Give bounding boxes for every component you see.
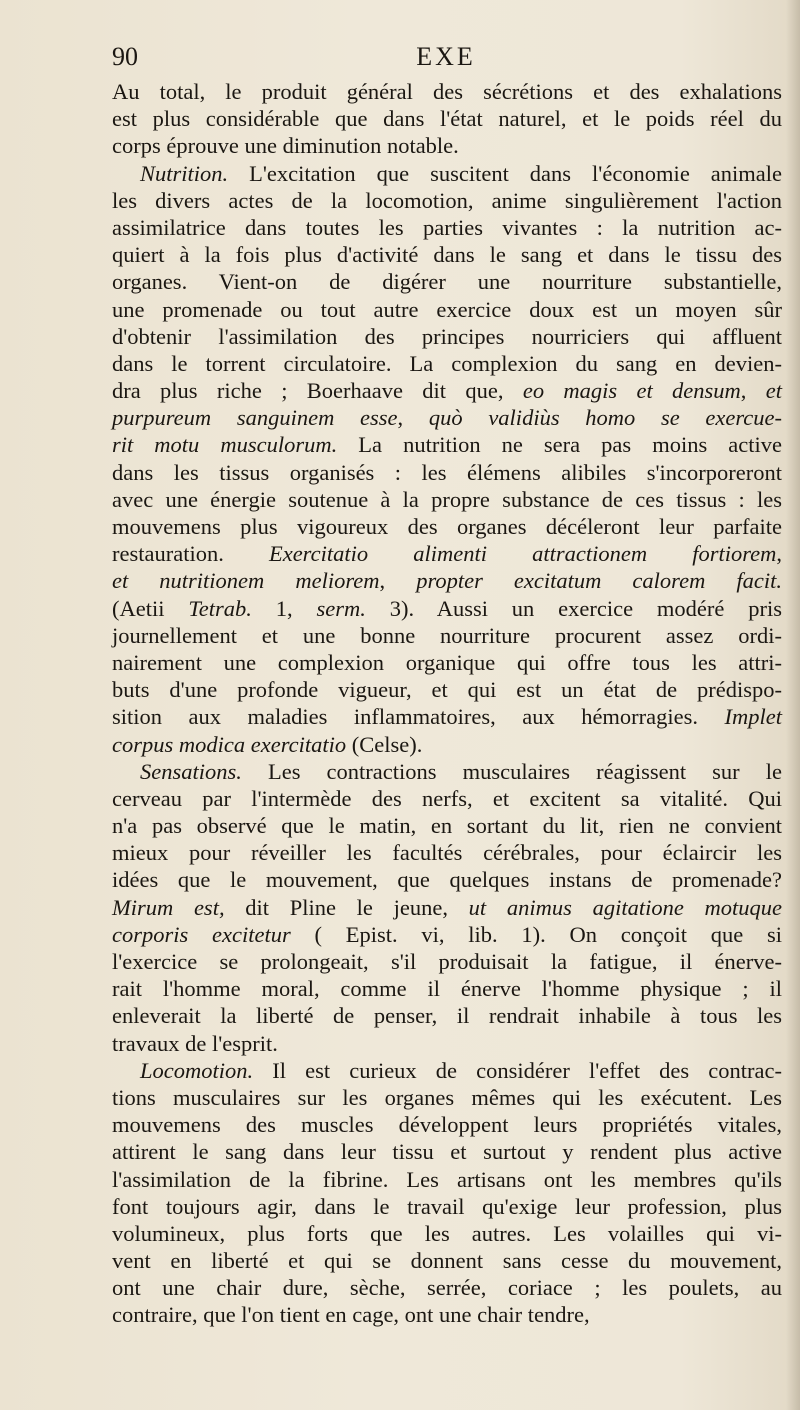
italic-segment: serm.	[316, 595, 366, 621]
text-segment: volumineux, plus forts que les autres. Les volailles qui vi-	[112, 1220, 782, 1246]
italic-segment: Nutrition.	[140, 160, 229, 186]
text-line	[112, 132, 782, 159]
text-line	[112, 1274, 782, 1301]
text-line	[112, 160, 782, 187]
text-line	[112, 703, 782, 730]
text-segment: ,	[740, 378, 766, 404]
italic-segment: propter excitatum calorem facit.	[416, 568, 782, 594]
text-segment: dans le torrent circulatoire. La complexion du sang en devien-	[112, 350, 782, 376]
text-segment: tions musculaires sur les organes mêmes qui les exécutent. Les	[112, 1084, 782, 1110]
text-segment: dra plus riche ; Boerhaave dit que,	[112, 378, 523, 404]
text-line	[112, 567, 782, 594]
text-segment: rait l'homme moral, comme il énerve l'homme physique ; il	[112, 976, 782, 1002]
text-segment: les divers actes de la locomotion, anime singulièrement l'action	[112, 187, 782, 213]
text-line	[112, 894, 782, 921]
text-segment: mouvemens des muscles développent leurs propriétés vitales,	[112, 1112, 782, 1138]
text-segment: 3). Aussi un exercice modéré pris	[365, 595, 783, 621]
text-segment: (Celse).	[346, 731, 423, 757]
text-line	[112, 350, 782, 377]
italic-segment: eo magis et densum	[522, 378, 741, 404]
text-segment: d'obtenir l'assimilation des principes nourriciers qui affluent	[112, 323, 782, 349]
text-line	[112, 377, 782, 404]
text-line	[112, 323, 782, 350]
text-segment: idées que le mouvement, que quelques instans de promenade?	[112, 867, 782, 893]
text-line	[112, 404, 782, 431]
text-segment: font toujours agir, dans le travail qu'exige leur profession, plus	[112, 1193, 782, 1219]
text-line	[112, 948, 782, 975]
page-number: 90	[112, 42, 138, 71]
text-line	[112, 1247, 782, 1274]
italic-segment: et nutritionem meliorem	[112, 568, 380, 594]
text-line	[112, 758, 782, 785]
text-segment: corps éprouve une diminution notable.	[112, 133, 459, 159]
text-segment: n'a pas observé que le matin, en sortant du lit, rien ne convient	[112, 813, 782, 839]
text-segment: attirent le sang dans leur tissu et surtout y rendent plus active	[112, 1139, 782, 1165]
text-segment: vent en liberté et qui se donnent sans cesse du mouvement,	[112, 1248, 782, 1274]
text-line	[112, 513, 782, 540]
text-line	[112, 1084, 782, 1111]
italic-segment: Tetrab.	[188, 595, 252, 621]
text-line	[112, 1111, 782, 1138]
page-edge-shadow	[786, 0, 800, 1410]
text-segment: l'exercice se prolongeait, s'il produisait la fatigue, il énerve-	[112, 949, 782, 974]
text-line	[112, 1220, 782, 1247]
italic-segment: quò validiùs homo se exercue-	[428, 405, 783, 431]
text-segment: assimilatrice dans toutes les parties vivantes : la nutrition ac-	[112, 214, 782, 240]
text-line	[112, 622, 782, 649]
text-segment: nairement une complexion organique qui offre tous les attri-	[112, 649, 782, 675]
text-line	[112, 676, 782, 703]
text-line	[112, 1057, 782, 1084]
italic-segment: Exercitatio alimenti attractionem fortiorem	[268, 541, 777, 567]
text-segment: travaux de l'esprit.	[112, 1030, 278, 1056]
text-line	[112, 785, 782, 812]
italic-segment: ut animus agitatione motuque	[468, 894, 783, 920]
text-segment: dans les tissus organisés : les élémens alibiles s'incorporeront	[112, 459, 782, 485]
text-segment: buts d'une profonde vigueur, et qui est un état de prédispo-	[112, 677, 782, 703]
italic-segment: corpus modica exercitatio	[112, 731, 347, 757]
text-line	[112, 1166, 782, 1193]
text-segment: mouvemens plus vigoureux des organes décéleront leur parfaite	[112, 514, 782, 539]
italic-segment: corporis excitetur	[112, 921, 291, 947]
text-segment: dit Pline le jeune,	[224, 894, 469, 920]
text-line	[112, 78, 782, 105]
text-segment: enleverait la liberté de penser, il rendrait inhabile à tous les	[112, 1003, 782, 1029]
italic-segment: purpureum sanguinem esse	[112, 405, 398, 431]
text-line	[112, 431, 782, 458]
page-header	[112, 42, 780, 82]
text-line	[112, 459, 782, 486]
text-line	[112, 595, 782, 622]
text-line	[112, 921, 782, 948]
text-segment: Au total, le produit général des sécrétions et des exhalations	[112, 79, 782, 104]
text-segment: La nutrition ne sera pas moins active	[337, 432, 782, 458]
text-line	[112, 1002, 782, 1029]
italic-segment: et	[765, 378, 783, 404]
text-segment: ,	[776, 541, 782, 567]
text-line	[112, 866, 782, 893]
italic-segment: rit motu musculorum.	[112, 432, 338, 458]
text-line	[112, 839, 782, 866]
text-line	[112, 214, 782, 241]
text-segment: journellement et une bonne nourriture procurent assez ordi-	[112, 622, 782, 648]
text-segment: mieux pour réveiller les facultés cérébrales, pour éclaircir les	[112, 840, 782, 866]
text-line	[112, 1301, 782, 1328]
text-segment: ,	[397, 405, 429, 431]
text-segment: une promenade ou tout autre exercice doux est un moyen sûr	[112, 296, 782, 322]
italic-segment: Mirum est,	[112, 894, 225, 920]
text-line	[112, 486, 782, 513]
text-segment: sition aux maladies inflammatoires, aux hémorragies.	[112, 704, 725, 730]
text-segment: quiert à la fois plus d'activité dans le sang et dans le tissu des	[112, 242, 782, 268]
text-segment: l'assimilation de la fibrine. Les artisans ont les membres qu'ils	[112, 1166, 782, 1192]
text-segment: (Aetii	[112, 595, 189, 621]
text-segment: cerveau par l'intermède des nerfs, et excitent sa vitalité. Qui	[112, 785, 782, 811]
body-text	[112, 78, 782, 1329]
text-line	[112, 975, 782, 1002]
text-line	[112, 540, 782, 567]
text-segment: avec une énergie soutenue à la propre substance de ces tissus : les	[112, 486, 782, 512]
text-line	[112, 812, 782, 839]
text-segment: Il est curieux de considérer l'effet des contrac-	[253, 1057, 782, 1083]
text-line	[112, 268, 782, 295]
text-segment: ( Epist. vi, lib. 1). On conçoit que si	[290, 921, 782, 947]
text-line	[112, 296, 782, 323]
italic-segment: Sensations.	[140, 758, 242, 784]
text-line	[112, 187, 782, 214]
text-segment: Les contractions musculaires réagissent sur le	[241, 758, 782, 784]
text-segment: est plus considérable que dans l'état naturel, et le poids réel du	[112, 106, 782, 132]
text-line	[112, 1193, 782, 1220]
text-segment: contraire, que l'on tient en cage, ont une chair tendre,	[112, 1302, 590, 1328]
text-segment: ,	[379, 568, 417, 594]
text-line	[112, 105, 782, 132]
text-segment: restauration.	[112, 541, 269, 567]
text-line	[112, 1030, 782, 1057]
text-segment: L'excitation que suscitent dans l'économie animale	[228, 160, 782, 186]
italic-segment: Locomotion.	[140, 1057, 254, 1083]
text-segment: organes. Vient-on de digérer une nourriture substantielle,	[112, 269, 782, 295]
text-line	[112, 1138, 782, 1165]
text-line	[112, 649, 782, 676]
italic-segment: Implet	[724, 704, 782, 730]
text-line	[112, 731, 782, 758]
running-head: EXE	[416, 42, 476, 71]
text-line	[112, 241, 782, 268]
text-segment: 1,	[251, 595, 317, 621]
text-segment: ont une chair dure, sèche, serrée, coriace ; les poulets, au	[112, 1275, 782, 1301]
